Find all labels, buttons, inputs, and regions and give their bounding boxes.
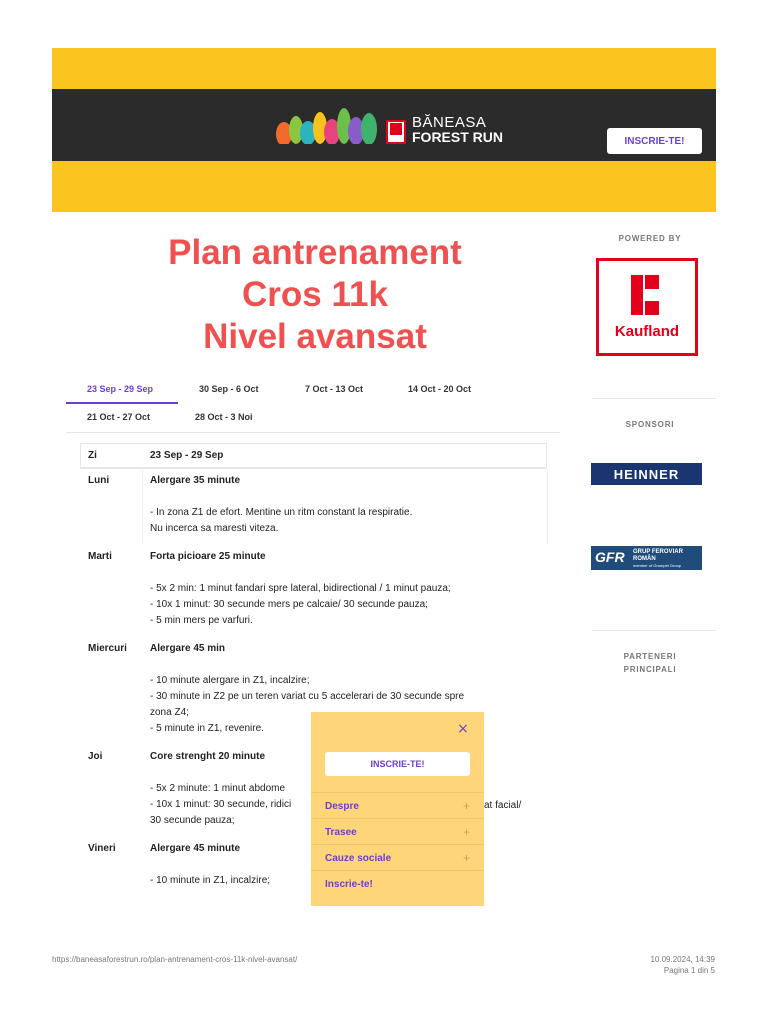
sidebar-divider <box>592 630 716 631</box>
header-banner-bottom <box>52 161 716 212</box>
powered-by-label: POWERED BY <box>618 234 682 243</box>
table-row-description: - 10 minute in Z1, incalzire; <box>150 875 271 886</box>
table-row-description: - 5x 2 min: 1 minut fandari spre lateral, bidirectional / 1 minut pauza; - 10x 1 minut: 30 secunde mers pe calcaie/ 30 secunde pauza; - 5 min mers pe varfuri. <box>150 583 451 626</box>
kaufland-logo[interactable] <box>596 258 698 356</box>
table-row-day: Miercuri <box>88 643 127 654</box>
table-row-workout: Alergare 35 minute <box>150 475 241 486</box>
header-banner-top <box>52 48 716 89</box>
menu-item-inscrie-te[interactable]: Inscrie-te! <box>311 870 484 896</box>
title-line: Plan antrenament <box>168 233 462 272</box>
tab-week-1[interactable]: 23 Sep - 29 Sep <box>87 384 154 394</box>
forest-trees-icon <box>274 106 382 148</box>
table-row-description: - 5x 2 minute: 1 minut abdome - 10x 1 minut: 30 secunde, ridici 30 secunde pauza; <box>150 783 292 826</box>
footer-page: Pagina 1 din 5 <box>663 966 715 975</box>
plus-icon[interactable]: + <box>462 799 470 813</box>
tab-week-2[interactable]: 30 Sep - 6 Oct <box>199 384 259 394</box>
plus-icon[interactable]: + <box>462 825 470 839</box>
title-line: Cros 11k <box>242 275 388 314</box>
partners-label: PARTENERI PRINCIPALI <box>623 652 677 674</box>
table-row-workout: Alergare 45 minute <box>150 843 241 854</box>
kaufland-small-icon <box>386 120 406 144</box>
heinner-logo[interactable]: HEINNER <box>591 463 702 485</box>
active-tab-indicator <box>66 402 178 404</box>
close-icon[interactable]: × <box>457 721 469 737</box>
column-divider <box>142 470 143 544</box>
tabs-divider <box>66 432 560 433</box>
tab-week-6[interactable]: 28 Oct - 3 Noi <box>195 412 253 422</box>
footer-datetime: 10.09.2024, 14:39 <box>650 955 715 964</box>
table-row-description: - 10 minute alergare in Z1, incalzire; - 30 minute in Z2 pe un teren variat cu 5 accelerari de 30 secunde spre zona Z4; - 5 minute in Z1, revenire. <box>150 675 465 734</box>
sponsors-label: SPONSORI <box>625 420 675 429</box>
table-row-day: Luni <box>88 475 110 486</box>
logo-line-2: FOREST RUN <box>412 129 503 145</box>
sidebar-divider <box>592 398 716 399</box>
site-logo[interactable] <box>274 104 503 148</box>
table-row-workout: Forta picioare 25 minute <box>150 551 266 562</box>
tab-week-3[interactable]: 7 Oct - 13 Oct <box>305 384 364 394</box>
plus-icon[interactable]: + <box>462 851 470 865</box>
column-header-week: 23 Sep - 29 Sep <box>150 450 224 461</box>
footer-meta <box>620 954 715 976</box>
table-row-workout: Alergare 45 min <box>150 643 226 654</box>
footer-url: https://baneasaforestrun.ro/plan-antrenament-cros-11k-nivel-avansat/ <box>52 955 298 964</box>
tab-week-5[interactable]: 21 Oct - 27 Oct <box>87 412 151 422</box>
column-header-day: Zi <box>88 450 97 461</box>
register-button[interactable]: INSCRIE-TE! <box>607 128 702 154</box>
page-title <box>90 232 540 358</box>
gfr-logo[interactable]: GFR GRUP FEROVIAR ROMÂN member of Grampet Group <box>591 546 702 570</box>
table-row-day: Marti <box>88 551 112 562</box>
logo-line-1: BĂNEASA <box>412 114 487 131</box>
tab-week-4[interactable]: 14 Oct - 20 Oct <box>408 384 472 394</box>
kaufland-name: Kaufland <box>614 323 680 340</box>
table-edge <box>547 470 548 544</box>
table-row-day: Joi <box>88 751 103 762</box>
menu-item-trasee[interactable]: Trasee + <box>311 818 484 844</box>
table-row-day: Vineri <box>88 843 116 854</box>
title-line: Nivel avansat <box>203 317 427 356</box>
table-row-workout: Core strenght 20 minute <box>150 751 266 762</box>
popup-register-button[interactable]: INSCRIE-TE! <box>325 752 470 776</box>
table-row-description: - In zona Z1 de efort. Mentine un ritm constant la respiratie. Nu incerca sa maresti viteza. <box>150 507 413 534</box>
menu-item-cauze-sociale[interactable]: Cauze sociale + <box>311 844 484 870</box>
menu-item-despre[interactable]: Despre + <box>311 792 484 818</box>
mobile-menu-popup <box>311 712 484 906</box>
gfr-mark: GFR <box>595 549 625 565</box>
table-row-description-tail: at facial/ <box>484 800 522 811</box>
